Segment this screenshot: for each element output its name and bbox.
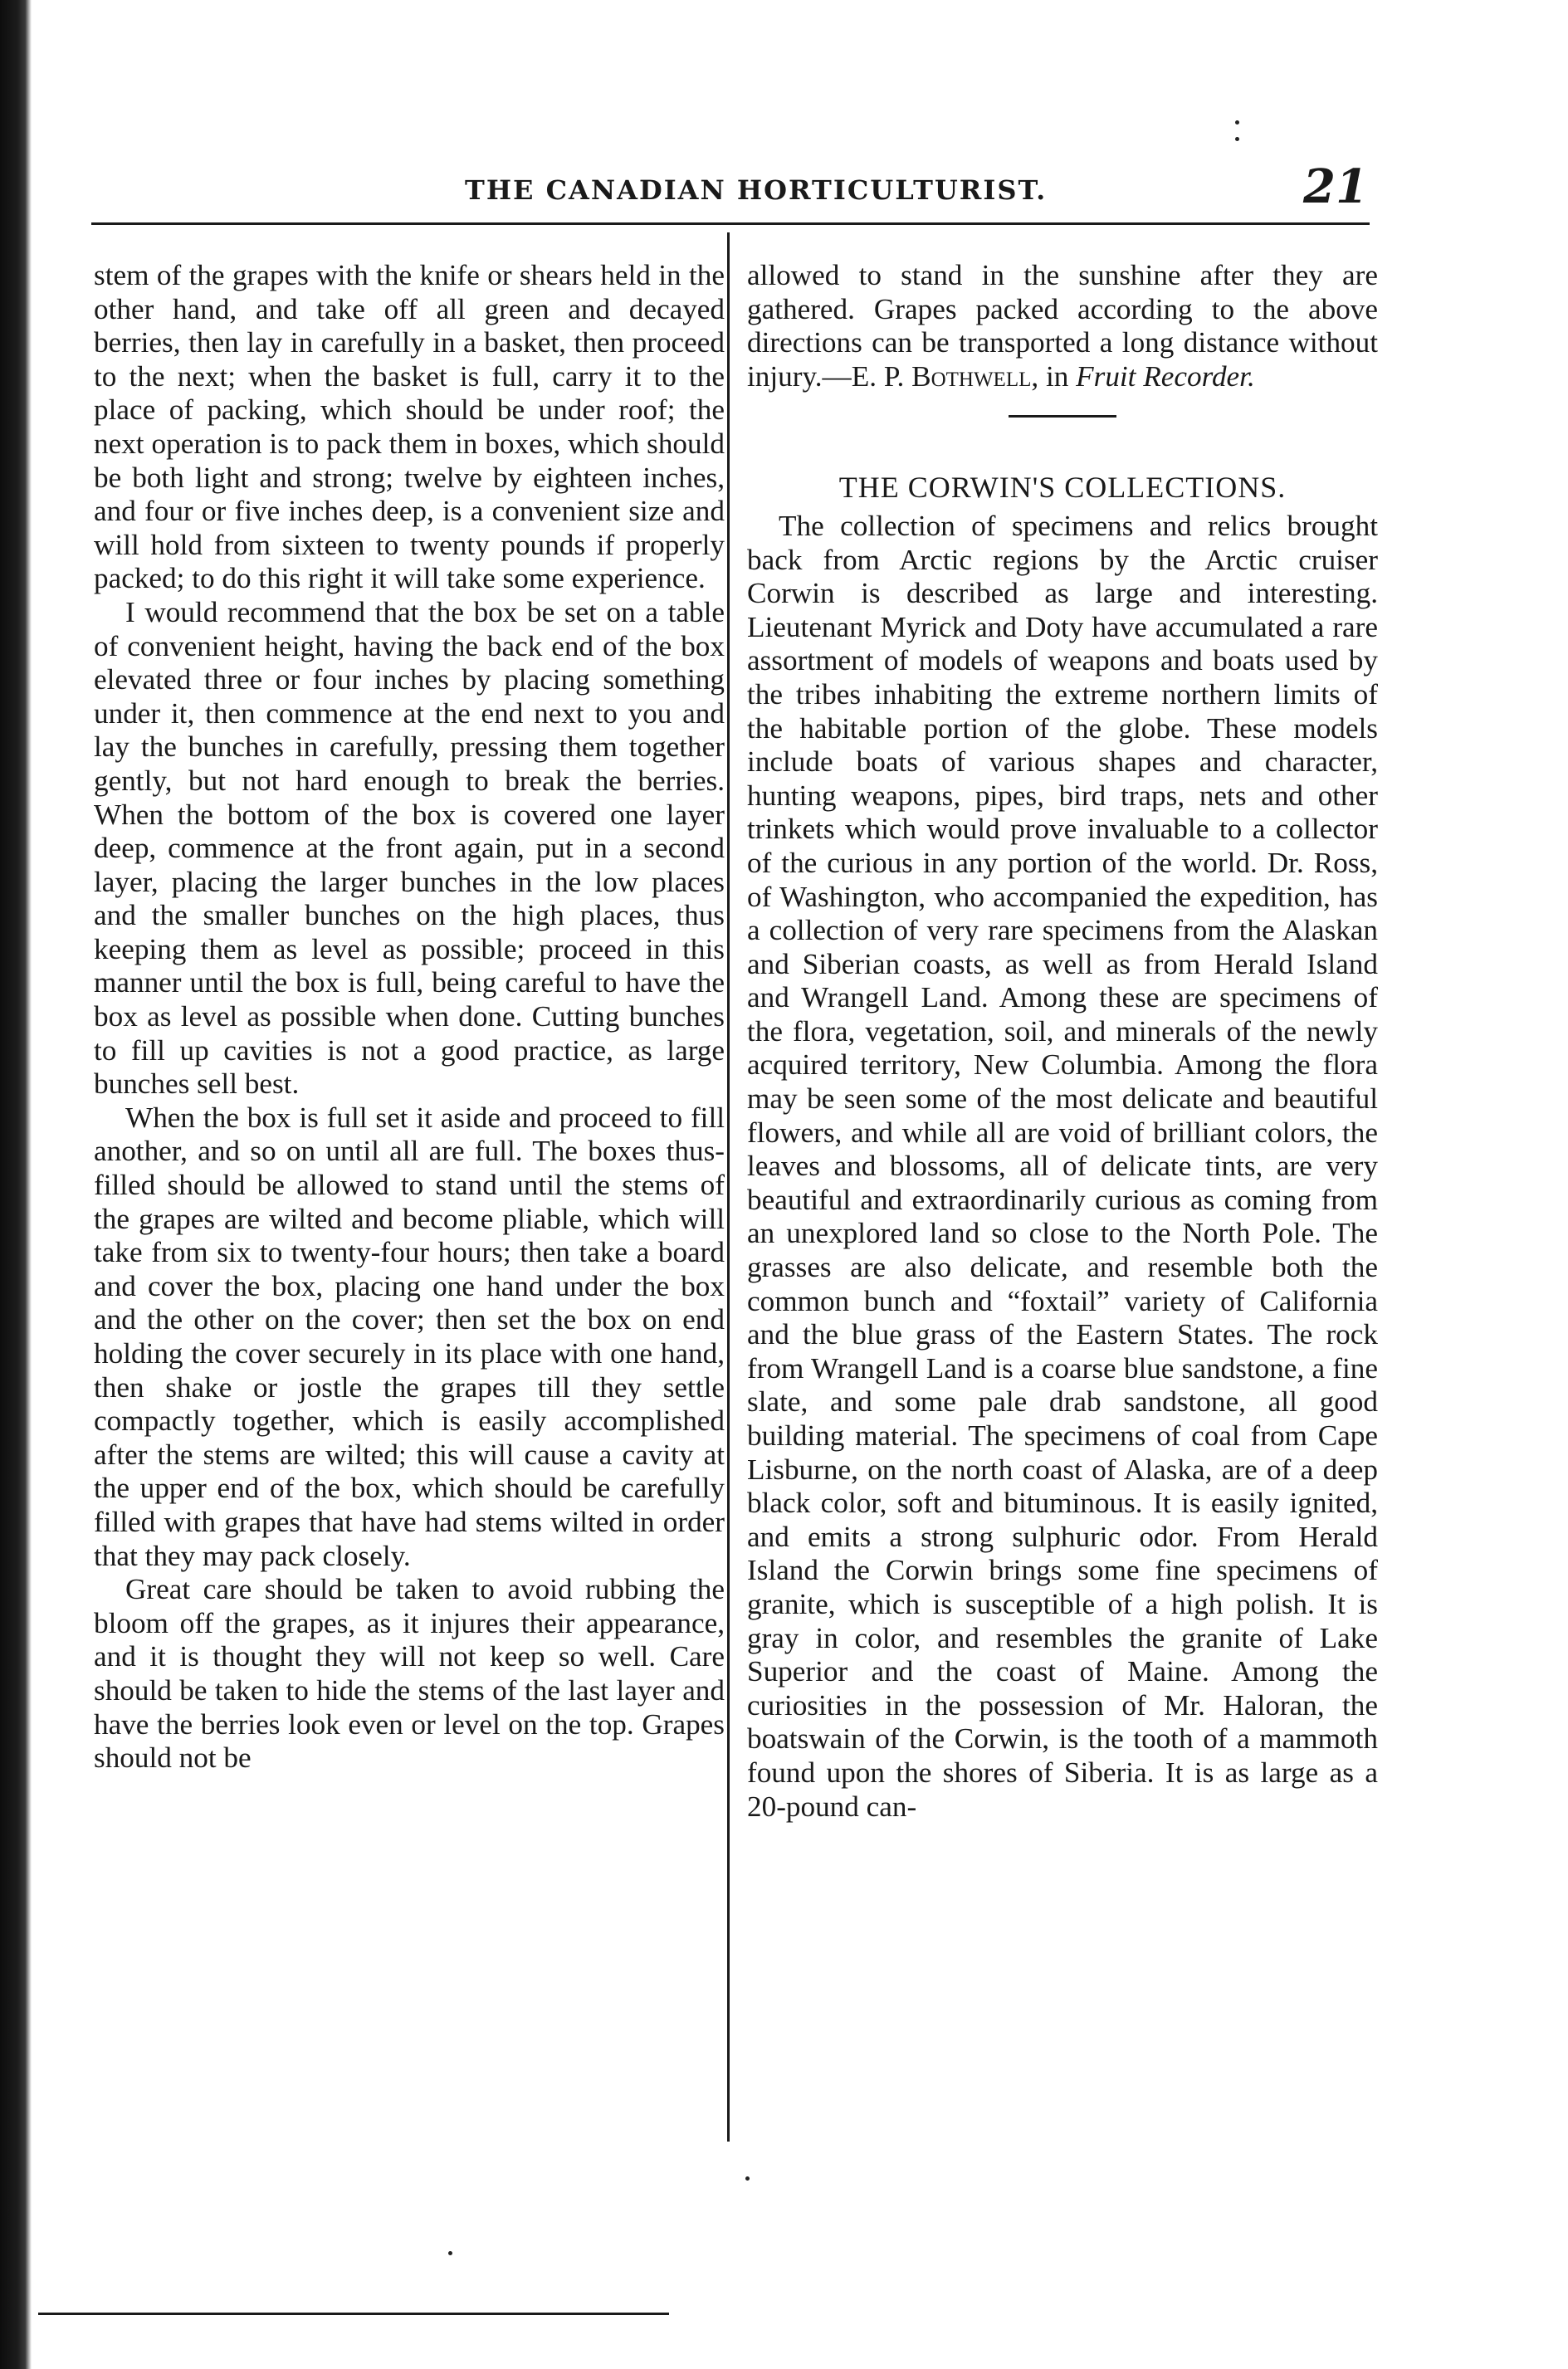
page-header bbox=[91, 159, 1370, 224]
page-binding-edge bbox=[0, 0, 32, 2369]
running-title: THE CANADIAN HORTICULTURIST. bbox=[465, 174, 1048, 206]
header-rule bbox=[91, 222, 1370, 225]
article-title: THE CORWIN'S COLLECTIONS. bbox=[838, 471, 1287, 505]
column-divider bbox=[727, 232, 730, 2142]
continuation-paragraph bbox=[747, 259, 1378, 393]
left-paragraph-4: Great care should be taken to avoid rubbing the bloom off the grapes, as it injures their appearance, and it is thought they will not keep so well. Care should be taken to hide the stems of the last layer and have the berries look even or level on the top. Grapes should not be bbox=[94, 1573, 725, 1775]
continuation-text: allowed to stand in the sunshine after they are gathered. Grapes packed according to the above directions can be transported a long distance without injury.— bbox=[747, 259, 1378, 393]
margin-speck bbox=[745, 2176, 750, 2181]
page-number: 21 bbox=[1303, 159, 1368, 214]
signature-joiner: , in bbox=[1031, 359, 1077, 393]
margin-speck bbox=[448, 2251, 452, 2255]
article-body: The collection of specimens and relics brought back from Arctic regions by the Arctic cruiser Corwin is described as large and interesting. Lieutenant Myrick and Doty have accumulated a rare assortment of models of weapons and boats used by the tribes inhabiting the extreme northern limits of the habitable portion of the globe. These models include boats of various shapes and character, hunting weapons, pipes, bird traps, nets and other trinkets which would prove invaluable to a collector of the curious in any portion of the world. Dr. Ross, of Washington, who accompanied the expedition, has a collection of very rare specimens from the Alaskan and Siberian coasts, as well as from Herald Island and Wrangell Land. Among these are specimens of the flora, vegetation, soil, and minerals of the newly acquired territory, New Columbia. Among the flora may be seen some of the most delicate and beautiful flowers, and while all are void of brilliant colors, the leaves and blossoms, all of delicate tints, are very beautiful and extraordinarily curious as coming from an unexplored land so close to the North Pole. The grasses are also delicate, and resemble both the common bunch and “foxtail” variety of California and the blue grass of the Eastern States. The rock from Wrangell Land is a coarse blue sandstone, a fine slate, and some pale drab sandstone, all good building material. The specimens of coal from Cape Lisburne, on the north coast of Alaska, are of a deep black color, soft and bituminous. It is easily ignited, and emits a strong sulphuric odor. From Herald Island the Corwin brings some fine specimens of granite, which is susceptible of a high polish. It is gray in color, and resembles the granite of Lake Superior and the coast of Maine. Among the curiosities in the possession of Mr. Haloran, the boatswain of the Corwin, is the tooth of a mammoth found upon the shores of Siberia. It is as large as a 20-pound can- bbox=[747, 509, 1378, 1823]
left-paragraph-3: When the box is full set it aside and proceed to fill another, and so on until all are full. The boxes thus-filled should be allowed to stand until the stems of the grapes are wilted and become pliable, which will take from six to twenty-four hours; then take a board and cover the box, placing one hand under the box and the other on the cover; then set the box on end holding the cover securely in its place with one hand, then shake or jostle the grapes till they settle compactly together, which is easily accomplished after the stems are wilted; this will cause a cavity at the upper end of the box, which should be carefully filled with grapes that have had stems wilted in order that they may pack closely. bbox=[94, 1101, 725, 1572]
left-paragraph-2: I would recommend that the box be set on a table of convenient height, having the back end of the box elevated three or four inches by placing something under it, then commence at the end next to you and lay the bunches in carefully, pressing them together gently, but not hard enough to break the berries. When the bottom of the box is covered one layer deep, commence at the front again, put in a second layer, placing the larger bunches in the low places and the smaller bunches on the high places, thus keeping them as level as possible; proceed in this manner until the box is full, being careful to have the box as level as possible when done. Cutting bunches to fill up cavities is not a good practice, as large bunches sell best. bbox=[94, 595, 725, 1101]
article-separator-rule bbox=[1009, 415, 1116, 418]
left-column bbox=[94, 259, 725, 1776]
signature-author: E. P. Bothwell bbox=[851, 359, 1032, 393]
right-column bbox=[747, 259, 1378, 1824]
footer-rule bbox=[38, 2313, 669, 2315]
signature-source: Fruit Recorder. bbox=[1076, 359, 1255, 393]
margin-speck bbox=[1235, 120, 1239, 125]
left-paragraph-1: stem of the grapes with the knife or shears held in the other hand, and take off all green and decayed berries, then lay in carefully in a basket, then proceed to the next; when the basket is full, carry it to the place of packing, which should be under roof; the next operation is to pack them in boxes, which should be both light and strong; twelve by eighteen inches, and four or five inches deep, is a convenient size and will hold from sixteen to twenty pounds if properly packed; to do this right it will take some experience. bbox=[94, 259, 725, 595]
margin-speck bbox=[1235, 137, 1239, 141]
